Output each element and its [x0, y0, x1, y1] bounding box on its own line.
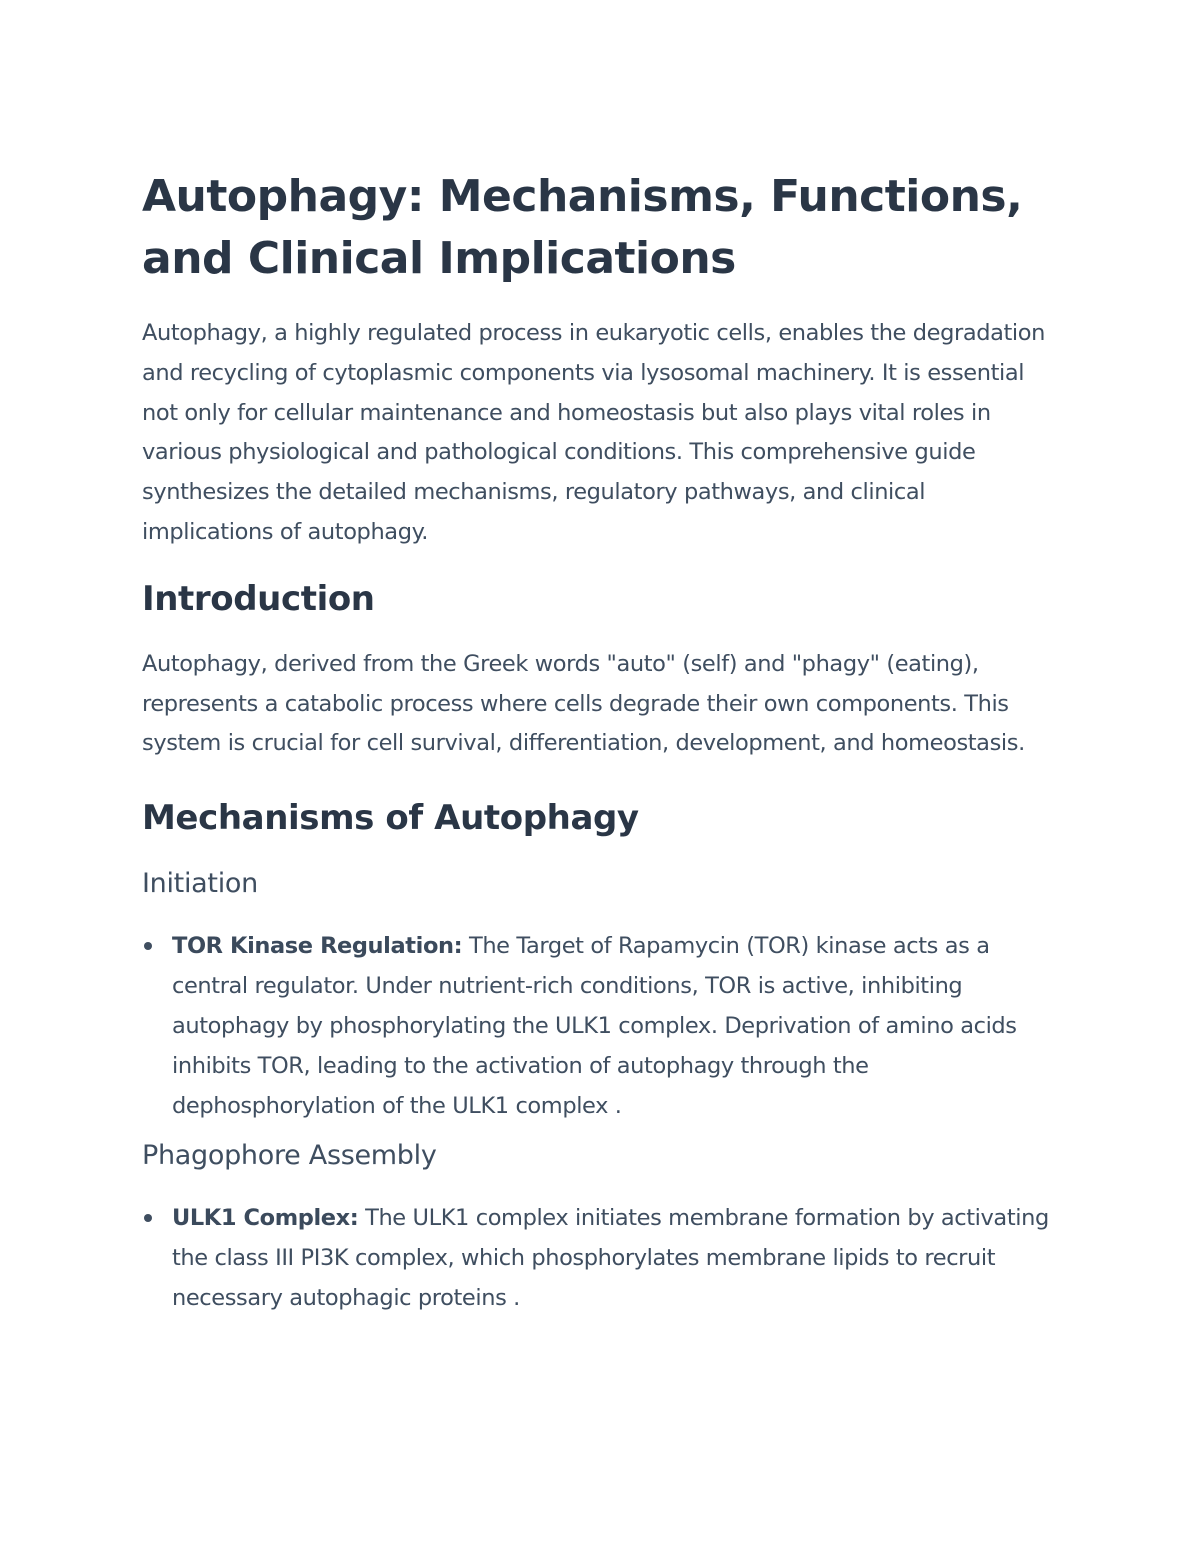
phagophore-list — [142, 1198, 1062, 1318]
list-item — [142, 1198, 1062, 1318]
phagophore-heading: Phagophore Assembly — [142, 1140, 437, 1172]
document-page — [142, 166, 1062, 1318]
list-item — [142, 926, 1062, 1126]
list-item-term: ULK1 Complex: — [172, 1205, 359, 1232]
bullet-icon — [144, 942, 152, 950]
list-item-text: The Target of Rapamycin (TOR) kinase acts as a central regulator. Under nutrient-rich conditions, TOR is active, inhibiting autophagy by phosphorylating the ULK1 complex. Deprivation of amino acids inhibits TOR, leading to the activation of autophagy through the dephosphorylation of the ULK1 complex . — [172, 933, 1017, 1120]
mechanisms-heading: Mechanisms of Autophagy — [142, 798, 639, 839]
initiation-heading: Initiation — [142, 868, 258, 900]
document-title: Autophagy: Mechanisms, Functions, and Clinical Implications — [142, 171, 1023, 284]
initiation-list — [142, 926, 1062, 1126]
list-item-text: The ULK1 complex initiates membrane formation by activating the class III PI3K complex, which phosphorylates membrane lipids to recruit necessary autophagic proteins . — [172, 1205, 1049, 1312]
introduction-heading: Introduction — [142, 578, 375, 619]
bullet-icon — [144, 1214, 152, 1222]
introduction-paragraph: Autophagy, derived from the Greek words "auto" (self) and "phagy" (eating), represents a catabolic process where cells degrade their own components. This system is crucial for cell survival, differentiation, development, and homeostasis. — [142, 650, 1025, 757]
intro-paragraph: Autophagy, a highly regulated process in eukaryotic cells, enables the degradation and recycling of cytoplasmic components via lysosomal machinery. It is essential not only for cellular maintenance and homeostasis but also plays vital roles in various physiological and pathological conditions. This comprehensive guide synthesizes the detailed mechanisms, regulatory pathways, and clinical implications of autophagy. — [142, 320, 1045, 545]
list-item-term: TOR Kinase Regulation: — [172, 933, 463, 960]
